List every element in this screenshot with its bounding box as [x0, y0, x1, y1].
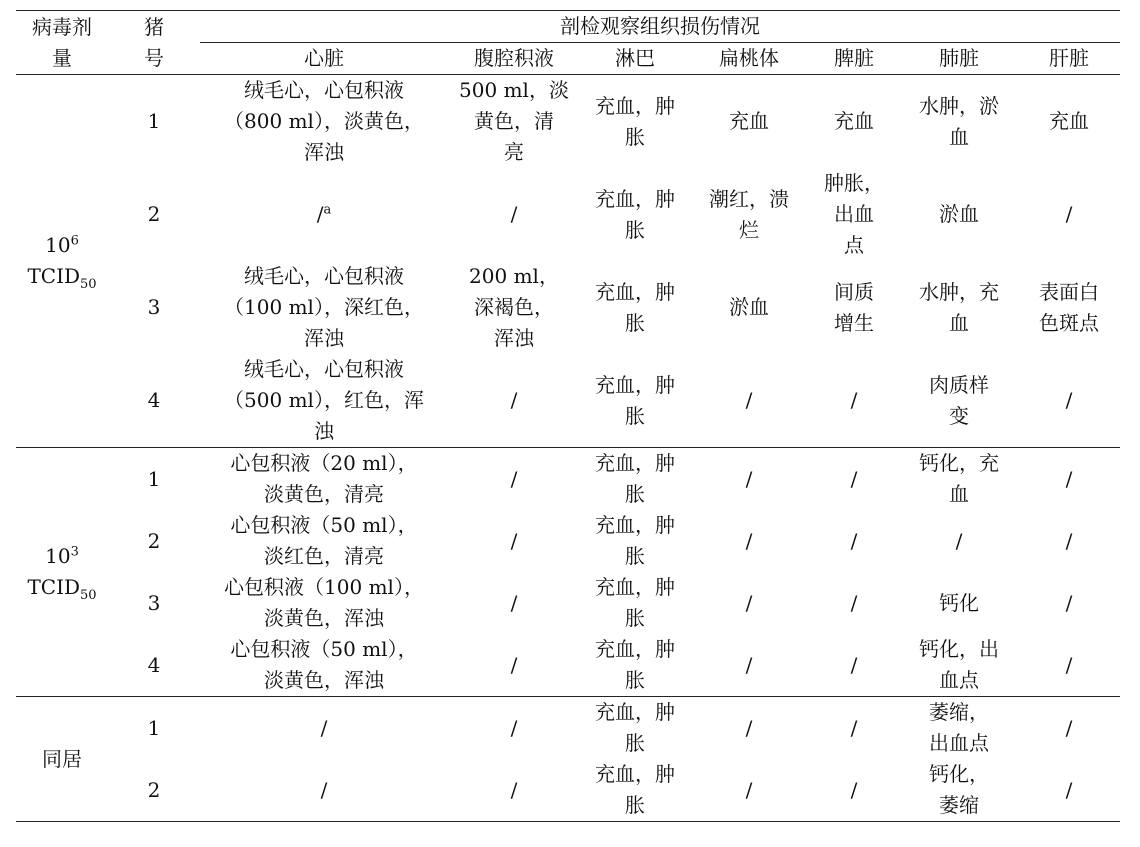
cell-lung-line: /: [955, 528, 963, 553]
cell-lung-line: 水肿，淤: [919, 93, 999, 118]
pig-number: 2: [147, 528, 161, 553]
dose-unit-subscript: 50: [80, 588, 97, 603]
cell-tonsil: [690, 448, 808, 511]
pig-number: 1: [108, 448, 200, 511]
cell-liver-line: /: [1065, 388, 1073, 412]
cell-liver: [1018, 634, 1120, 697]
cell-lymph-line: 充血，肿: [595, 513, 675, 537]
cell-tonsil: [690, 572, 808, 634]
cell-liver-line: /: [1065, 590, 1073, 615]
cell-lymph: [580, 634, 690, 697]
table-row: [16, 261, 1120, 354]
cell-lymph-line: 胀: [625, 124, 645, 149]
cell-heart: [200, 261, 448, 354]
cell-lung: [900, 448, 1018, 511]
cell-lymph: [580, 168, 690, 261]
pig-number: 1: [147, 109, 161, 133]
cell-lymph-line: 胀: [625, 217, 645, 242]
cell-heart-line: /: [320, 777, 328, 802]
cell-heart-line: 淡黄色，清亮: [264, 482, 384, 506]
cell-liver-line: /: [1065, 202, 1073, 226]
table-row: [16, 354, 1120, 448]
cell-ascites-line: /: [510, 715, 518, 740]
cell-lung-line: 淤血: [939, 202, 979, 226]
cell-tonsil: [690, 697, 808, 760]
cell-heart: [200, 510, 448, 572]
cell-lymph: [580, 572, 690, 634]
cell-tonsil-line: /: [745, 590, 753, 615]
cell-lymph-line: 胀: [625, 668, 645, 692]
pig-number: 4: [147, 652, 161, 677]
group-title: 剖检观察组织损伤情况: [200, 11, 1120, 43]
cell-ascites: [448, 759, 580, 822]
pig-header: [108, 11, 200, 75]
cell-lung-line: 萎缩，: [929, 700, 989, 724]
cell-ascites-line: 浑浊: [494, 326, 534, 350]
dose-exponent: 6: [70, 233, 79, 249]
cell-lymph: [580, 75, 690, 169]
cell-lung-line: 血: [949, 482, 969, 506]
dose-cell: [16, 448, 108, 697]
cell-lung: [900, 759, 1018, 822]
cell-heart: [200, 759, 448, 822]
cell-spleen-line: 增生: [834, 310, 874, 335]
cell-ascites-line: /: [510, 777, 518, 802]
dose-label: 同居: [42, 746, 82, 771]
cell-heart-line: 浑浊: [304, 326, 344, 350]
cell-heart-line: （500 ml），红色，浑: [224, 388, 424, 412]
pig-header-line1: 猪: [144, 14, 164, 39]
pig-number: 1: [108, 697, 200, 760]
cell-lung: [900, 261, 1018, 354]
cell-heart-line: 淡黄色，浑浊: [264, 668, 384, 692]
cell-lymph-line: 胀: [625, 482, 645, 506]
cell-liver: [1018, 510, 1120, 572]
cell-tonsil-line: /: [745, 715, 753, 740]
dose-header-line2: 量: [52, 45, 72, 70]
cell-heart-line: 浊: [314, 419, 334, 443]
cell-lung: [900, 75, 1018, 169]
cell-lymph-line: 充血，肿: [595, 762, 675, 786]
cell-liver-line: /: [1065, 652, 1073, 677]
cell-spleen: [808, 572, 900, 634]
cell-liver: [1018, 168, 1120, 261]
cell-spleen: [808, 168, 900, 261]
cell-ascites: [448, 510, 580, 572]
table-row: [16, 697, 1120, 760]
cell-tonsil-line: 淤血: [729, 295, 769, 319]
cell-heart-line: 浑浊: [304, 140, 344, 164]
table-row: [16, 75, 1120, 169]
cell-heart-line: 绒毛心，心包积液: [244, 78, 404, 102]
cell-tonsil: [690, 354, 808, 448]
cell-ascites: [448, 168, 580, 261]
cell-heart: [200, 634, 448, 697]
dose-header: [16, 11, 108, 75]
cell-lung-line: 钙化，出: [919, 637, 999, 661]
cell-heart: [200, 572, 448, 634]
cell-spleen-line: 间质: [834, 279, 874, 304]
cell-lung: [900, 697, 1018, 760]
cell-tonsil: [690, 634, 808, 697]
cell-lung-line: 水肿，充: [919, 279, 999, 304]
cell-spleen: [808, 75, 900, 169]
cell-lung-line: 血: [949, 124, 969, 149]
cell-lymph-line: 充血，肿: [595, 186, 675, 211]
cell-lymph: [580, 759, 690, 822]
cell-spleen: [808, 510, 900, 572]
table-row: [16, 168, 1120, 261]
dose-unit: $TCID_{50}$: [27, 575, 97, 603]
cell-lung-line: 肉质样: [929, 372, 989, 397]
cell-ascites-line: /: [510, 652, 518, 677]
table-row: [16, 634, 1120, 697]
cell-lung: [900, 510, 1018, 572]
col-header-heart: 心脏: [200, 43, 448, 75]
cell-heart-line: 绒毛心，心包积液: [244, 357, 404, 381]
cell-heart-line: 淡红色，清亮: [264, 544, 384, 568]
cell-liver-line: /: [1065, 466, 1073, 491]
cell-lymph: [580, 261, 690, 354]
cell-tonsil-line: 烂: [739, 217, 759, 242]
cell-ascites-line: 亮: [504, 140, 524, 164]
cell-lymph-line: 胀: [625, 544, 645, 568]
cell-lymph: [580, 697, 690, 760]
cell-tonsil: [690, 510, 808, 572]
cell-heart-line: （100 ml），深红色，: [224, 295, 424, 319]
cell-spleen-line: /: [850, 466, 858, 491]
col-header-liver: 肝脏: [1018, 43, 1120, 75]
cell-liver-line: /: [1065, 715, 1073, 740]
cell-liver-line: /: [1065, 528, 1073, 553]
cell-lung: [900, 168, 1018, 261]
cell-lymph-line: 充血，肿: [595, 575, 675, 599]
cell-lung-line: 萎缩: [939, 793, 979, 817]
cell-ascites-line: /: [510, 388, 518, 412]
cell-heart: [200, 448, 448, 511]
cell-ascites-line: 500 ml，淡: [459, 78, 569, 102]
cell-lymph-line: 充血，肿: [595, 700, 675, 724]
cell-heart-line: （800 ml），淡黄色，: [224, 109, 424, 133]
cell-ascites: [448, 354, 580, 448]
dose-unit: $TCID_{50}$: [27, 264, 97, 292]
cell-tonsil-line: 充血: [729, 109, 769, 133]
cell-tonsil: [690, 759, 808, 822]
cell-tonsil-line: 潮红，溃: [709, 186, 789, 211]
cell-lymph-line: 胀: [625, 731, 645, 755]
cell-liver-line: 色斑点: [1039, 310, 1100, 335]
cell-heart-line: 心包积液（50 ml），: [230, 513, 418, 537]
cell-tonsil: [690, 168, 808, 261]
cell-liver: [1018, 572, 1120, 634]
pig-header-line2: 号: [144, 45, 164, 70]
pig-number: 2: [108, 759, 200, 822]
cell-heart-line: 心包积液（20 ml），: [230, 451, 418, 475]
cell-lymph-line: 充血，肿: [595, 451, 675, 475]
table-row: [16, 448, 1120, 511]
cell-lymph-line: 充血，肿: [595, 372, 675, 397]
cell-spleen: [808, 448, 900, 511]
cell-ascites-line: /: [510, 528, 518, 553]
cell-heart: [200, 697, 448, 760]
cell-ascites: [448, 697, 580, 760]
cell-tonsil: [690, 261, 808, 354]
cell-tonsil-line: /: [745, 466, 753, 491]
pig-number: 4: [147, 388, 161, 412]
pig-number: 3: [147, 295, 161, 319]
cell-lung-line: 血: [949, 310, 969, 335]
dose-exponent: 3: [70, 544, 79, 560]
cell-ascites-line: 深褐色，: [474, 295, 554, 319]
cell-heart-line: /: [320, 715, 328, 740]
cell-ascites-line: /: [510, 466, 518, 491]
cell-spleen-line: /: [850, 528, 858, 553]
cell-lymph-line: 胀: [625, 793, 645, 817]
cell-heart: [200, 354, 448, 448]
footnote-mark: a: [323, 202, 332, 218]
cell-liver: [1018, 697, 1120, 760]
dose-value: $10^6$: [45, 233, 79, 257]
cell-liver: [1018, 75, 1120, 169]
cell-heart: [200, 75, 448, 169]
dose-cell: [16, 697, 108, 822]
cell-spleen-line: /: [850, 715, 858, 740]
pig-number: 3: [147, 590, 161, 615]
cell-liver: [1018, 354, 1120, 448]
cell-lung-line: 变: [949, 403, 969, 428]
cell-tonsil-line: /: [745, 777, 753, 802]
cell-spleen: [808, 354, 900, 448]
cell-lymph-line: 胀: [625, 606, 645, 630]
cell-spleen: [808, 634, 900, 697]
cell-heart: [200, 168, 448, 261]
cell-lymph-line: 胀: [625, 403, 645, 428]
col-header-tonsil: 扁桃体: [690, 43, 808, 75]
col-header-lymph: 淋巴: [580, 43, 690, 75]
cell-lung: [900, 354, 1018, 448]
cell-lymph: [580, 354, 690, 448]
dose-header-line1: 病毒剂: [32, 14, 92, 39]
cell-spleen: [808, 759, 900, 822]
cell-tonsil: [690, 75, 808, 169]
cell-liver: [1018, 448, 1120, 511]
table-row: [16, 510, 1120, 572]
cell-ascites-line: /: [510, 202, 518, 226]
cell-spleen-line: /: [850, 777, 858, 802]
cell-spleen-line: /: [850, 590, 858, 615]
col-header-lung: 肺脏: [900, 43, 1018, 75]
pig-number: 2: [147, 202, 161, 226]
dose-value: $10^3$: [45, 544, 79, 568]
col-header-spleen: 脾脏: [808, 43, 900, 75]
cell-liver-line: 表面白: [1039, 279, 1100, 304]
cell-lung-line: 钙化: [939, 590, 979, 615]
cell-heart-line: 心包积液（100 ml），: [224, 575, 424, 599]
cell-heart-line: 淡黄色，浑浊: [264, 606, 384, 630]
cell-heart-line: 绒毛心，心包积液: [244, 264, 404, 288]
cell-lung: [900, 634, 1018, 697]
col-header-ascites: 腹腔积液: [448, 43, 580, 75]
cell-ascites: [448, 75, 580, 169]
cell-spleen: [808, 261, 900, 354]
cell-tonsil-line: /: [745, 388, 753, 412]
cell-tonsil-line: /: [745, 652, 753, 677]
cell-liver: [1018, 759, 1120, 822]
cell-heart-line: 心包积液（50 ml），: [230, 637, 418, 661]
cell-spleen: [808, 697, 900, 760]
cell-ascites: [448, 448, 580, 511]
cell-lung: [900, 572, 1018, 634]
cell-lymph-line: 胀: [625, 310, 645, 335]
table-row: [16, 572, 1120, 634]
dose-cell: [16, 75, 108, 448]
cell-ascites: [448, 261, 580, 354]
cell-ascites-line: /: [510, 590, 518, 615]
cell-lung-line: 钙化，充: [919, 451, 999, 475]
necropsy-table: [16, 10, 1120, 822]
cell-spleen-line: 出血: [834, 202, 874, 226]
cell-spleen-line: /: [850, 388, 858, 412]
cell-ascites-line: 黄色，清: [474, 109, 554, 133]
cell-lung-line: 血点: [939, 668, 979, 692]
cell-heart-text: /: [316, 202, 324, 226]
cell-tonsil-line: /: [745, 528, 753, 553]
cell-lymph: [580, 510, 690, 572]
table-row: [16, 759, 1120, 822]
cell-liver-line: /: [1065, 777, 1073, 802]
cell-ascites-line: 200 ml，: [469, 264, 559, 288]
cell-lymph-line: 充血，肿: [595, 637, 675, 661]
cell-ascites: [448, 572, 580, 634]
cell-spleen-line: /: [850, 652, 858, 677]
cell-lung-line: 钙化，: [929, 762, 989, 786]
cell-lymph-line: 充血，肿: [595, 93, 675, 118]
cell-spleen-line: 肿胀，: [824, 171, 884, 195]
cell-ascites: [448, 634, 580, 697]
cell-lymph-line: 充血，肿: [595, 279, 675, 304]
cell-liver-line: 充血: [1049, 109, 1090, 133]
cell-lymph: [580, 448, 690, 511]
cell-lung-line: 出血点: [929, 731, 989, 755]
dose-unit-subscript: 50: [80, 277, 97, 292]
cell-spleen-line: 点: [844, 233, 864, 257]
cell-spleen-line: 充血: [834, 109, 874, 133]
cell-liver: [1018, 261, 1120, 354]
